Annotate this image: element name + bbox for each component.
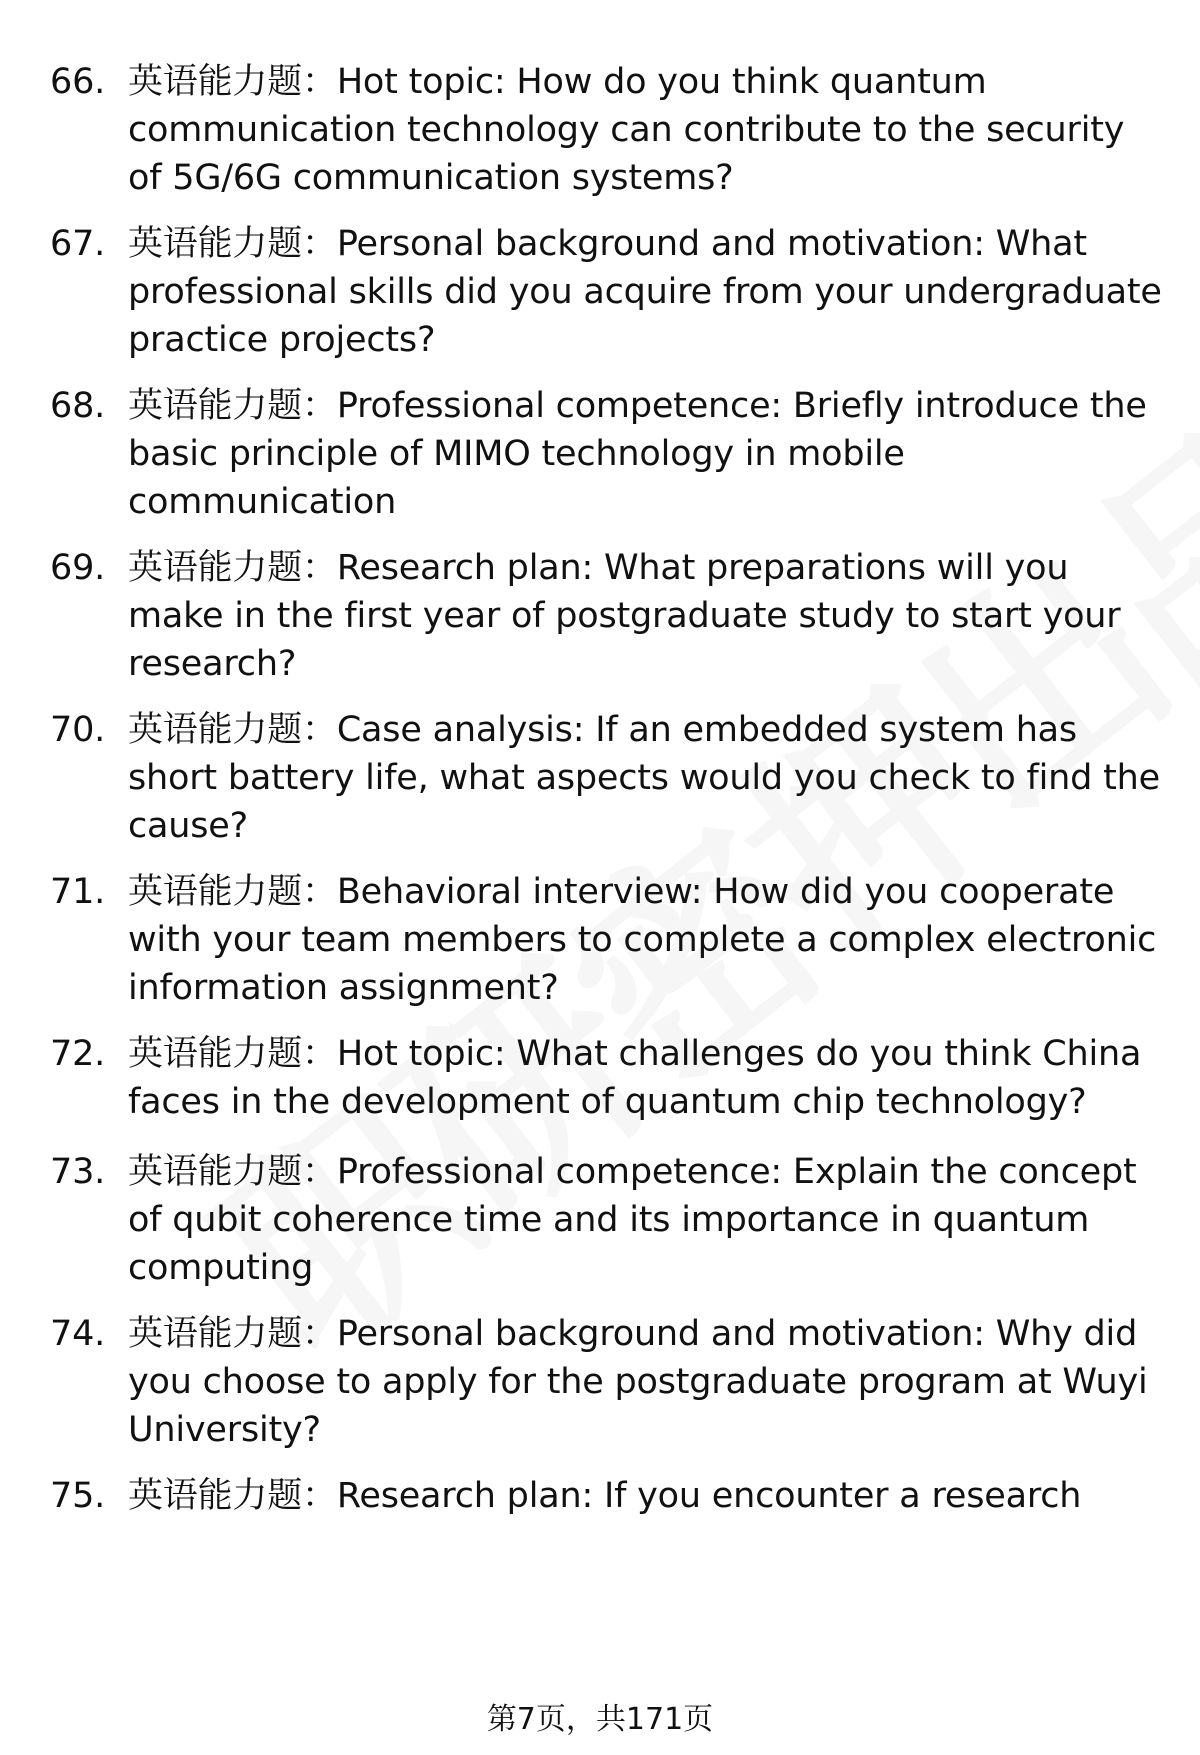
question-tag: 英语能力题： xyxy=(128,710,337,750)
question-text: Hot topic: What challenges do you think China faces in the development of quantum chip technology? xyxy=(128,1034,1142,1122)
question-text: Professional competence: Briefly introduce the basic principle of MIMO technology in mobile communication xyxy=(128,386,1147,522)
question-number: 67. xyxy=(50,224,106,264)
question-body xyxy=(128,544,1168,688)
question-body xyxy=(128,1148,1168,1292)
question-tag: 英语能力题： xyxy=(128,1034,337,1074)
question-tag: 英语能力题： xyxy=(128,872,337,912)
question-tag: 英语能力题： xyxy=(128,62,337,102)
question-number: 72. xyxy=(50,1034,106,1074)
question-text: Professional competence: Explain the concept of qubit coherence time and its importance in quantum computing xyxy=(128,1152,1137,1288)
question-body xyxy=(128,220,1168,364)
question-number: 74. xyxy=(50,1314,106,1354)
page-footer xyxy=(0,1700,1200,1740)
question-text: Research plan: If you encounter a research xyxy=(336,1476,1082,1516)
question-number: 69. xyxy=(50,548,106,588)
question-text: Behavioral interview: How did you cooperate with your team members to complete a complex electronic information assignment? xyxy=(128,872,1157,1008)
question-body xyxy=(128,1472,1168,1520)
question-body xyxy=(128,1310,1168,1454)
question-text: Personal background and motivation: What professional skills did you acquire from your undergraduate practice projects? xyxy=(128,224,1162,360)
question-number: 75. xyxy=(50,1476,106,1516)
question-tag: 英语能力题： xyxy=(128,1314,337,1354)
question-tag: 英语能力题： xyxy=(128,224,337,264)
question-body xyxy=(128,1030,1168,1126)
question-tag: 英语能力题： xyxy=(128,548,337,588)
page-number-label: 第7页，共171页 xyxy=(486,1702,714,1737)
question-text: Research plan: What preparations will you make in the first year of postgraduate study to start your research? xyxy=(128,548,1121,684)
question-text: Case analysis: If an embedded system has short battery life, what aspects would you check to find the cause? xyxy=(128,710,1160,846)
question-tag: 英语能力题： xyxy=(128,1152,337,1192)
question-body xyxy=(128,706,1168,850)
question-body xyxy=(128,868,1168,1012)
question-number: 71. xyxy=(50,872,106,912)
question-number: 66. xyxy=(50,62,106,102)
question-body xyxy=(128,58,1168,202)
question-number: 68. xyxy=(50,386,106,426)
question-tag: 英语能力题： xyxy=(128,386,337,426)
question-number: 70. xyxy=(50,710,106,750)
question-body xyxy=(128,382,1168,526)
question-number: 73. xyxy=(50,1152,106,1192)
question-text: Hot topic: How do you think quantum communication technology can contribute to the security of 5G/6G communication systems? xyxy=(128,62,1125,198)
question-text: Personal background and motivation: Why did you choose to apply for the postgraduate program at Wuyi University? xyxy=(128,1314,1148,1450)
question-tag: 英语能力题： xyxy=(128,1476,337,1516)
